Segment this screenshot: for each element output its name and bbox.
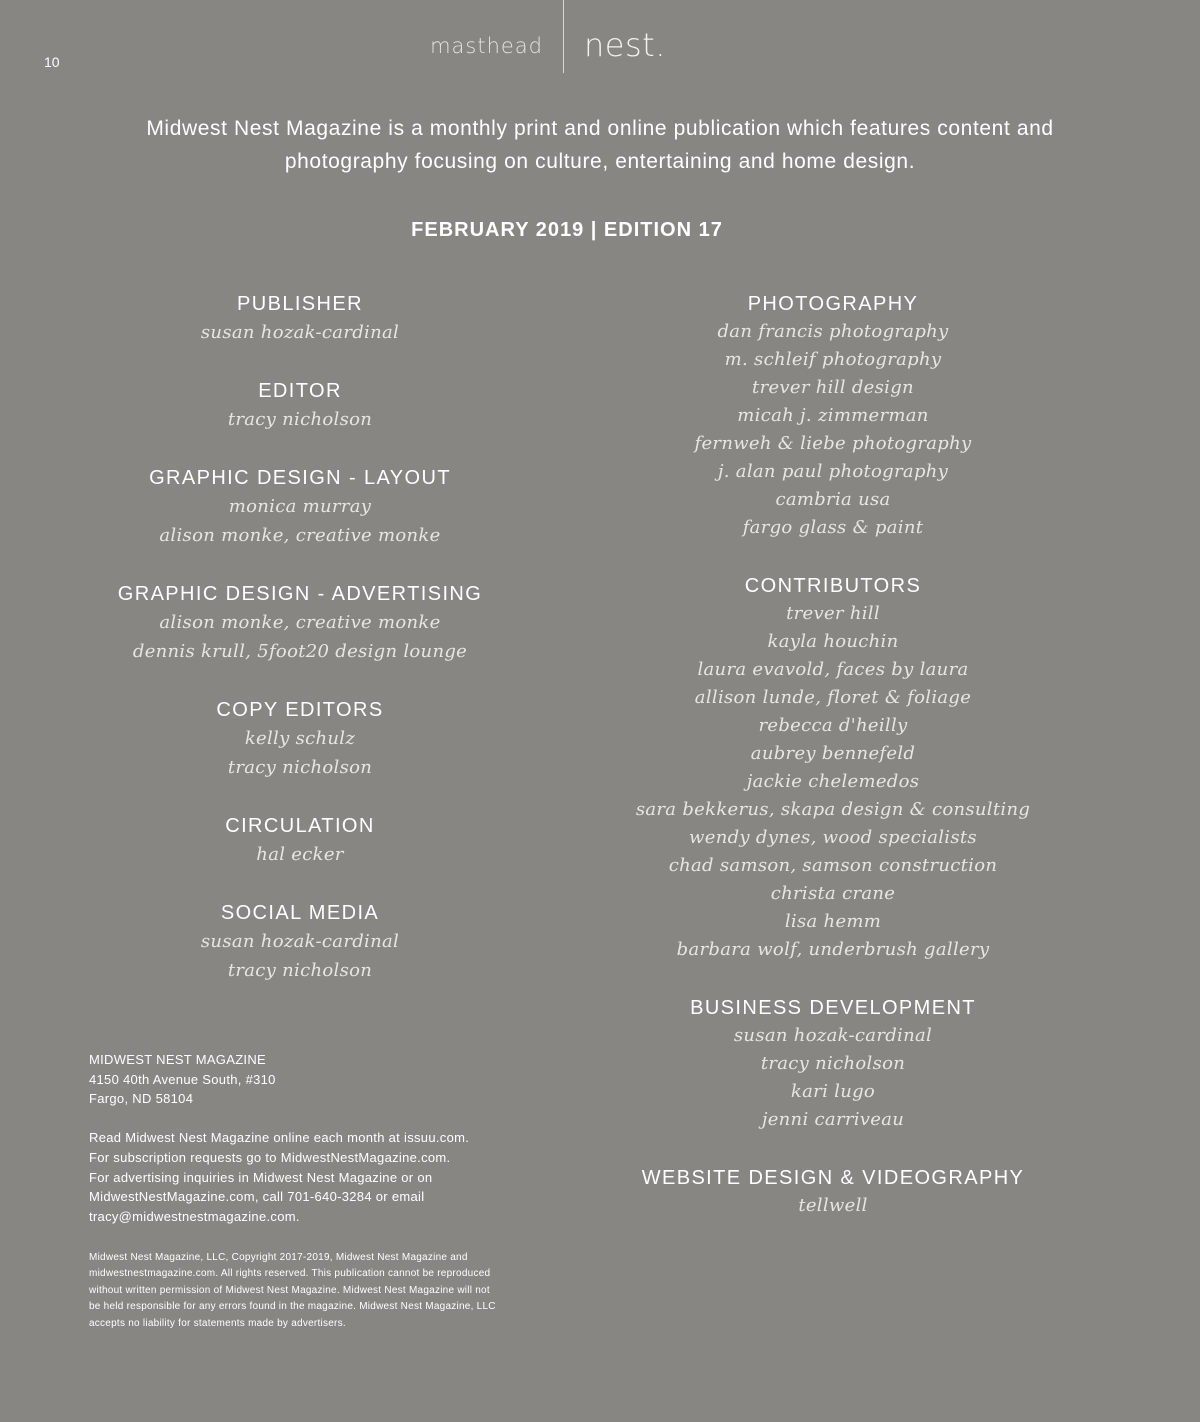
staff-name: tellwell — [798, 1195, 868, 1216]
mailing-address — [89, 1050, 559, 1109]
nest-logo: nest. — [584, 26, 666, 64]
staff-name: m. schleif photography — [724, 349, 942, 370]
staff-group — [533, 994, 1133, 1134]
staff-name: alison monke, creative monke — [159, 525, 441, 546]
staff-group — [0, 696, 600, 782]
staff-name: cambria usa — [775, 489, 891, 510]
staff-name: trever hill design — [752, 377, 914, 398]
edition-line: FEBRUARY 2019 | EDITION 17 — [411, 219, 723, 241]
role-heading: BUSINESS DEVELOPMENT — [690, 997, 976, 1019]
staff-name: jackie chelemedos — [746, 771, 920, 792]
address-line: 4150 40th Avenue South, #310 — [89, 1071, 276, 1087]
staff-name: kayla houchin — [767, 631, 899, 652]
staff-name: alison monke, creative monke — [159, 612, 441, 633]
info-line: For subscription requests go to MidwestNestMagazine.com. — [89, 1149, 451, 1165]
legal-line: without written permission of Midwest Nest Magazine. Midwest Nest Magazine will not — [89, 1284, 490, 1296]
section-title: masthead — [430, 34, 543, 58]
address-line: MIDWEST NEST MAGAZINE — [89, 1052, 267, 1067]
header-divider — [563, 0, 564, 73]
role-heading: CONTRIBUTORS — [744, 575, 922, 597]
staff-name: kelly schulz — [244, 728, 356, 749]
info-line: For advertising inquiries in Midwest Nest Magazine or on — [89, 1169, 433, 1185]
staff-name: dan francis photography — [717, 321, 949, 342]
staff-group — [533, 1164, 1133, 1220]
role-heading: COPY EDITORS — [216, 699, 384, 721]
staff-column-left — [0, 290, 600, 1015]
staff-name: micah j. zimmerman — [737, 405, 929, 426]
staff-name: chad samson, samson construction — [668, 855, 998, 876]
staff-group — [0, 464, 600, 550]
contact-block — [89, 1050, 559, 1246]
staff-name: susan hozak-cardinal — [200, 322, 400, 343]
role-heading: PUBLISHER — [237, 293, 363, 315]
staff-name: lisa hemm — [784, 911, 882, 932]
staff-name: hal ecker — [256, 844, 344, 865]
legal-line: accepts no liability for statements made by advertisers. — [89, 1317, 346, 1329]
staff-name: tracy nicholson — [760, 1053, 906, 1074]
staff-name: tracy nicholson — [227, 409, 373, 430]
staff-name: jenni carriveau — [761, 1109, 905, 1130]
address-line: Fargo, ND 58104 — [89, 1091, 194, 1107]
role-heading: PHOTOGRAPHY — [747, 293, 919, 315]
staff-name: allison lunde, floret & foliage — [694, 687, 972, 708]
staff-name: rebecca d'heilly — [758, 715, 908, 736]
staff-name: tracy nicholson — [227, 757, 373, 778]
staff-column-right — [533, 290, 1133, 1250]
legal-line: Midwest Nest Magazine, LLC, Copyright 2017-2019, Midwest Nest Magazine and — [89, 1252, 468, 1263]
staff-name: sara bekkerus, skapa design & consulting — [635, 799, 1031, 820]
staff-name: aubrey bennefeld — [750, 743, 916, 764]
staff-name: laura evavold, faces by laura — [697, 659, 969, 680]
staff-name: kari lugo — [790, 1081, 876, 1102]
staff-name: christa crane — [770, 883, 896, 904]
subscription-info — [89, 1128, 559, 1227]
staff-name: dennis krull, 5foot20 design lounge — [132, 641, 468, 662]
staff-name: j. alan paul photography — [717, 461, 949, 482]
staff-group — [0, 377, 600, 434]
staff-group — [0, 580, 600, 666]
role-heading: EDITOR — [258, 380, 342, 402]
staff-name: fargo glass & paint — [742, 517, 924, 538]
staff-group — [0, 290, 600, 347]
staff-name: susan hozak-cardinal — [733, 1025, 933, 1046]
intro-paragraph: Midwest Nest Magazine is a monthly print and online publication which features content and photography focusing on culture, entertaining and home design. — [146, 117, 1054, 173]
staff-name: monica murray — [228, 496, 372, 517]
staff-name: tracy nicholson — [227, 960, 373, 981]
staff-name: susan hozak-cardinal — [200, 931, 400, 952]
role-heading: SOCIAL MEDIA — [220, 902, 380, 924]
role-heading: GRAPHIC DESIGN - ADVERTISING — [117, 583, 483, 605]
staff-group — [0, 899, 600, 985]
info-line: Read Midwest Nest Magazine online each month at issuu.com. — [89, 1130, 470, 1146]
role-heading: WEBSITE DESIGN & VIDEOGRAPHY — [641, 1167, 1025, 1189]
staff-name: wendy dynes, wood specialists — [689, 827, 977, 848]
staff-name: trever hill — [786, 603, 880, 624]
role-heading: GRAPHIC DESIGN - LAYOUT — [149, 467, 451, 489]
copyright-notice — [89, 1250, 559, 1332]
role-heading: CIRCULATION — [225, 815, 375, 837]
info-line: MidwestNestMagazine.com, call 701-640-3284 or email — [89, 1189, 425, 1205]
staff-group — [0, 812, 600, 869]
page-header — [0, 0, 1200, 76]
staff-group — [533, 290, 1133, 542]
info-line: tracy@midwestnestmagazine.com. — [89, 1208, 300, 1224]
legal-line: midwestnestmagazine.com. All rights reserved. This publication cannot be reproduced — [89, 1268, 491, 1280]
page-number: 10 — [44, 54, 60, 70]
staff-name: barbara wolf, underbrush gallery — [676, 939, 990, 960]
staff-group — [533, 572, 1133, 964]
legal-line: be held responsible for any errors found in the magazine. Midwest Nest Magazine, LLC — [89, 1301, 496, 1313]
staff-name: fernweh & liebe photography — [694, 433, 972, 454]
